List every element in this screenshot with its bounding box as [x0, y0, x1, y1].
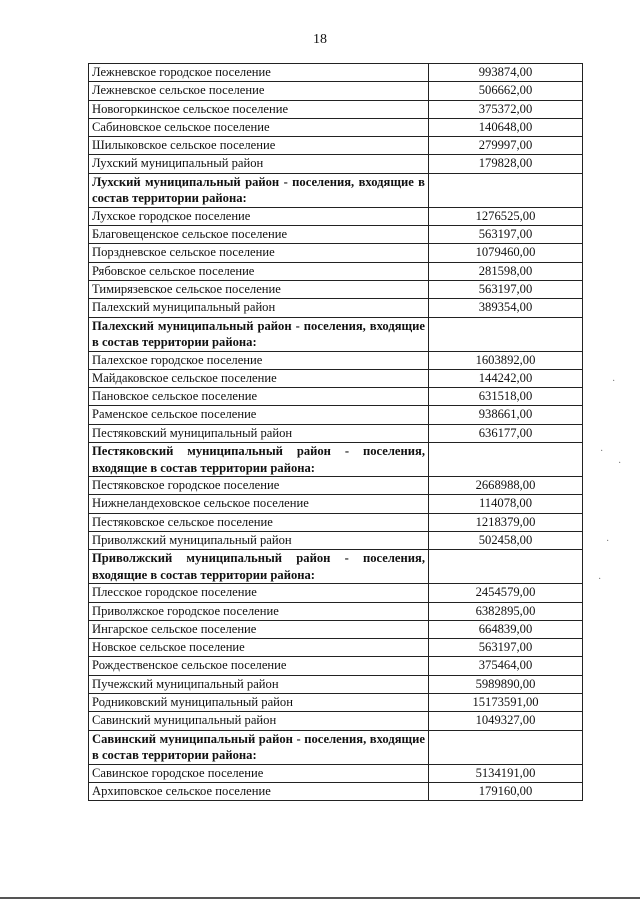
- row-value: 563197,00: [429, 639, 583, 657]
- row-name: Майдаковское сельское поселение: [89, 369, 429, 387]
- row-value: 5134191,00: [429, 764, 583, 782]
- row-name: Родниковский муниципальный район: [89, 694, 429, 712]
- row-value: [429, 317, 583, 351]
- table-row: [89, 657, 583, 675]
- table-row: [89, 226, 583, 244]
- row-name: Савинский муниципальный район: [89, 712, 429, 730]
- row-value: 140648,00: [429, 118, 583, 136]
- scan-speck: ·: [618, 458, 622, 469]
- table-row: [89, 388, 583, 406]
- table-row: [89, 280, 583, 298]
- row-name: Савинский муниципальный район - поселения, входящие в состав территории района:: [89, 730, 429, 764]
- row-value: [429, 173, 583, 207]
- row-name: Новское сельское поселение: [89, 639, 429, 657]
- row-value: 1276525,00: [429, 207, 583, 225]
- table-group-header-row: [89, 173, 583, 207]
- row-name: Новогоркинское сельское поселение: [89, 100, 429, 118]
- row-value: 2454579,00: [429, 584, 583, 602]
- row-name: Приволжский муниципальный район - поселения, входящие в состав территории района:: [89, 550, 429, 584]
- row-name: Раменское сельское поселение: [89, 406, 429, 424]
- row-name: Лухский муниципальный район: [89, 155, 429, 173]
- table-row: [89, 584, 583, 602]
- row-value: [429, 550, 583, 584]
- scan-edge-line: [0, 897, 640, 899]
- row-value: 636177,00: [429, 424, 583, 442]
- row-value: 1603892,00: [429, 351, 583, 369]
- table-row: [89, 675, 583, 693]
- row-name: Рябовское сельское поселение: [89, 262, 429, 280]
- table-row: [89, 100, 583, 118]
- page-number: 18: [313, 32, 327, 47]
- table-row: [89, 639, 583, 657]
- row-value: 375372,00: [429, 100, 583, 118]
- row-name: Архиповское сельское поселение: [89, 782, 429, 800]
- row-name: Пестяковский муниципальный район - поселения, входящие в состав территории района:: [89, 443, 429, 477]
- row-name: Рождественское сельское поселение: [89, 657, 429, 675]
- table-group-header-row: [89, 443, 583, 477]
- row-name: Приволжское городское поселение: [89, 602, 429, 620]
- allocation-table: [88, 63, 583, 801]
- row-name: Порздневское сельское поселение: [89, 244, 429, 262]
- table-row: [89, 207, 583, 225]
- scan-speck: ·: [612, 376, 616, 387]
- row-name: Нижнеландеховское сельское поселение: [89, 495, 429, 513]
- row-name: Шилыковское сельское поселение: [89, 137, 429, 155]
- row-value: 664839,00: [429, 620, 583, 638]
- row-value: [429, 730, 583, 764]
- row-value: [429, 443, 583, 477]
- row-name: Пановское сельское поселение: [89, 388, 429, 406]
- table-row: [89, 155, 583, 173]
- table-row: [89, 369, 583, 387]
- row-value: 502458,00: [429, 531, 583, 549]
- table-row: [89, 351, 583, 369]
- row-name: Пучежский муниципальный район: [89, 675, 429, 693]
- table-row: [89, 513, 583, 531]
- scan-speck: ·: [600, 446, 604, 457]
- row-value: 563197,00: [429, 280, 583, 298]
- row-name: Палехское городское поселение: [89, 351, 429, 369]
- table-group-header-row: [89, 317, 583, 351]
- row-name: Лежневское городское поселение: [89, 64, 429, 82]
- row-name: Лухское городское поселение: [89, 207, 429, 225]
- table-group-header-row: [89, 550, 583, 584]
- row-value: 506662,00: [429, 82, 583, 100]
- table-row: [89, 602, 583, 620]
- table-row: [89, 764, 583, 782]
- row-value: 279997,00: [429, 137, 583, 155]
- table-row: [89, 712, 583, 730]
- row-value: 563197,00: [429, 226, 583, 244]
- table-row: [89, 620, 583, 638]
- row-value: 144242,00: [429, 369, 583, 387]
- table-row: [89, 477, 583, 495]
- table-row: [89, 262, 583, 280]
- row-value: 15173591,00: [429, 694, 583, 712]
- table-group-header-row: [89, 730, 583, 764]
- row-value: 179828,00: [429, 155, 583, 173]
- table-row: [89, 782, 583, 800]
- row-name: Приволжский муниципальный район: [89, 531, 429, 549]
- row-name: Сабиновское сельское поселение: [89, 118, 429, 136]
- row-value: 179160,00: [429, 782, 583, 800]
- table-row: [89, 299, 583, 317]
- table-row: [89, 694, 583, 712]
- table-row: [89, 406, 583, 424]
- row-value: 5989890,00: [429, 675, 583, 693]
- row-value: 993874,00: [429, 64, 583, 82]
- table-row: [89, 531, 583, 549]
- row-name: Плесское городское поселение: [89, 584, 429, 602]
- row-name: Пестяковский муниципальный район: [89, 424, 429, 442]
- table-row: [89, 118, 583, 136]
- row-value: 1079460,00: [429, 244, 583, 262]
- row-name: Тимирязевское сельское поселение: [89, 280, 429, 298]
- row-value: 1049327,00: [429, 712, 583, 730]
- row-value: 1218379,00: [429, 513, 583, 531]
- row-value: 114078,00: [429, 495, 583, 513]
- row-name: Палехский муниципальный район - поселения, входящие в состав территории района:: [89, 317, 429, 351]
- row-value: 631518,00: [429, 388, 583, 406]
- row-name: Савинское городское поселение: [89, 764, 429, 782]
- row-name: Лухский муниципальный район - поселения, входящие в состав территории района:: [89, 173, 429, 207]
- row-value: 6382895,00: [429, 602, 583, 620]
- row-name: Пестяковское городское поселение: [89, 477, 429, 495]
- row-value: 281598,00: [429, 262, 583, 280]
- table-row: [89, 64, 583, 82]
- table-row: [89, 424, 583, 442]
- table-body: [89, 64, 583, 801]
- scan-speck: ·: [606, 536, 610, 547]
- row-value: 2668988,00: [429, 477, 583, 495]
- row-name: Палехский муниципальный район: [89, 299, 429, 317]
- row-name: Благовещенское сельское поселение: [89, 226, 429, 244]
- row-name: Лежневское сельское поселение: [89, 82, 429, 100]
- table-row: [89, 244, 583, 262]
- table-row: [89, 82, 583, 100]
- table-row: [89, 137, 583, 155]
- row-value: 938661,00: [429, 406, 583, 424]
- row-name: Пестяковское сельское поселение: [89, 513, 429, 531]
- row-value: 375464,00: [429, 657, 583, 675]
- row-value: 389354,00: [429, 299, 583, 317]
- table-row: [89, 495, 583, 513]
- scan-speck: ·: [598, 574, 602, 585]
- row-name: Ингарское сельское поселение: [89, 620, 429, 638]
